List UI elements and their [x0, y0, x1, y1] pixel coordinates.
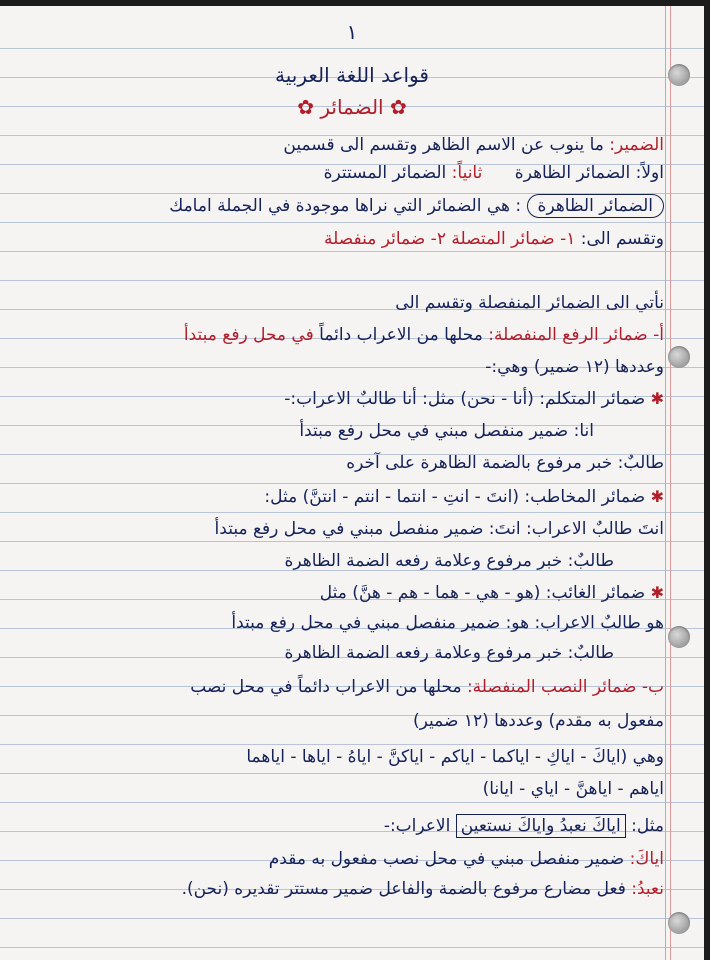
flower-icon-right: ✿	[389, 95, 407, 119]
page-title	[0, 64, 704, 86]
types-line	[14, 162, 664, 184]
huwa-parse-line	[14, 612, 664, 634]
visible-pronouns-line	[14, 194, 664, 218]
speaker-text: ضمائر المتكلم: (أنا - نحن) مثل: أنا طالبٌ الاعراب:-	[284, 389, 646, 409]
binder-hole-3	[668, 626, 690, 648]
anta-parse-text: انتَ طالبٌ الاعراب: انتَ: ضمير منفصل مبني في محل رفع مبتدأ	[214, 519, 664, 539]
nasb-list-text-2: اياهم - اياهنَّ - اياي - ايانا)	[482, 779, 664, 799]
example-verse: اياكَ نعبدُ واياكَ نستعين	[456, 814, 626, 838]
binder-hole-2	[668, 346, 690, 368]
page-subtitle-text: الضمائر	[320, 95, 384, 119]
talib-parse-text-1: طالبٌ: خبر مرفوع بالضمة الظاهرة على آخره	[346, 453, 664, 473]
addressee-line	[14, 486, 664, 508]
division-line	[14, 228, 664, 250]
separate-intro-line	[14, 292, 664, 314]
separate-intro-text: نأتي الى الضمائر المنفصلة وتقسم الى	[395, 293, 664, 313]
raf-heading-term: أ- ضمائر الرفع المنفصلة:	[488, 325, 664, 345]
ana-parse-line	[14, 420, 594, 442]
star-icon: ✱	[650, 487, 664, 506]
margin-line-1	[665, 6, 666, 960]
nasb-heading-term: ب- ضمائر النصب المنفصلة:	[466, 677, 664, 697]
notebook-page	[0, 6, 704, 960]
division-b: ٢- ضمائر منفصلة	[324, 229, 446, 249]
margin-line-2	[670, 6, 671, 960]
star-icon: ✱	[650, 583, 664, 602]
talib-parse-line-3	[14, 642, 614, 664]
star-icon: ✱	[650, 389, 664, 408]
nasb-list-line-1	[14, 746, 664, 768]
visible-pronouns-text: : هي الضمائر التي نراها موجودة في الجملة امامك	[169, 196, 522, 216]
nasb-list-line-2	[14, 778, 664, 800]
ana-parse-text: انا: ضمير منفصل مبني في محل رفع مبتدأ	[299, 421, 594, 441]
types-second: الضمائر المستترة	[323, 163, 447, 183]
example-tail: الاعراب:-	[383, 816, 451, 836]
definition-text: ما ينوب عن الاسم الظاهر وتقسم الى قسمين	[283, 135, 604, 155]
flower-icon-left: ✿	[297, 95, 314, 119]
nasb-heading-line	[14, 676, 664, 698]
huwa-parse-text: هو طالبٌ الاعراب: هو: ضمير منفصل مبني في محل رفع مبتدأ	[231, 613, 664, 633]
nabudu-parse-line	[14, 878, 664, 900]
nasb-count-text: مفعول به مقدم) وعددها (١٢ ضمير)	[413, 711, 664, 731]
raf-count-line	[14, 356, 664, 378]
nabudu-parse-term: نعبدُ:	[631, 879, 664, 899]
nasb-heading-text: محلها من الاعراب دائماً في محل نصب	[190, 677, 462, 697]
visible-pronouns-term: الضمائر الظاهرة	[527, 194, 664, 218]
speaker-line	[14, 388, 664, 410]
anta-parse-line	[14, 518, 664, 540]
talib-parse-line-2	[14, 550, 614, 572]
types-first: اولاً: الضمائر الظاهرة	[514, 163, 664, 183]
example-line	[14, 814, 664, 838]
definition-line	[14, 134, 664, 156]
division-a: ١- ضمائر المتصلة	[451, 229, 576, 249]
types-second-label: ثانياً:	[451, 163, 483, 183]
page-title-text: قواعد اللغة العربية	[275, 63, 429, 87]
iyyaka-parse-term: اياكَ:	[629, 849, 664, 869]
raf-count-text: وعددها (١٢ ضمير) وهي:-	[485, 357, 664, 377]
raf-heading-text-a: محلها من الاعراب دائماً	[319, 325, 483, 345]
addressee-text: ضمائر المخاطب: (انتَ - انتِ - انتما - انتم - انتنَّ) مثل:	[264, 487, 646, 507]
definition-term: الضمير:	[609, 135, 664, 155]
example-lead: مثل:	[631, 816, 664, 836]
talib-parse-line-1	[14, 452, 664, 474]
nabudu-parse-text: فعل مضارع مرفوع بالضمة والفاعل ضمير مستتر تقديره (نحن).	[181, 879, 626, 899]
iyyaka-parse-line	[14, 848, 664, 870]
nasb-list-text-1: وهي (اياكَ - اياكِ - اياكما - اياكم - اياكنَّ - اياهُ - اياها - اياهما	[246, 747, 664, 767]
absent-line	[14, 582, 664, 604]
raf-heading-text-b: في محل رفع مبتدأ	[183, 325, 314, 345]
binder-hole-4	[668, 912, 690, 934]
division-lead: وتقسم الى:	[580, 229, 664, 249]
talib-parse-text-2: طالبٌ: خبر مرفوع وعلامة رفعه الضمة الظاهرة	[284, 551, 614, 571]
talib-parse-text-3: طالبٌ: خبر مرفوع وعلامة رفعه الضمة الظاهرة	[284, 643, 614, 663]
page-number: ١	[346, 20, 358, 44]
absent-text: ضمائر الغائب: (هو - هي - هما - هم - هنَّ) مثل	[319, 583, 646, 603]
page-subtitle	[0, 96, 704, 118]
nasb-count-line	[14, 710, 664, 732]
iyyaka-parse-text: ضمير منفصل مبني في محل نصب مفعول به مقدم	[268, 849, 625, 869]
raf-heading-line	[14, 324, 664, 346]
